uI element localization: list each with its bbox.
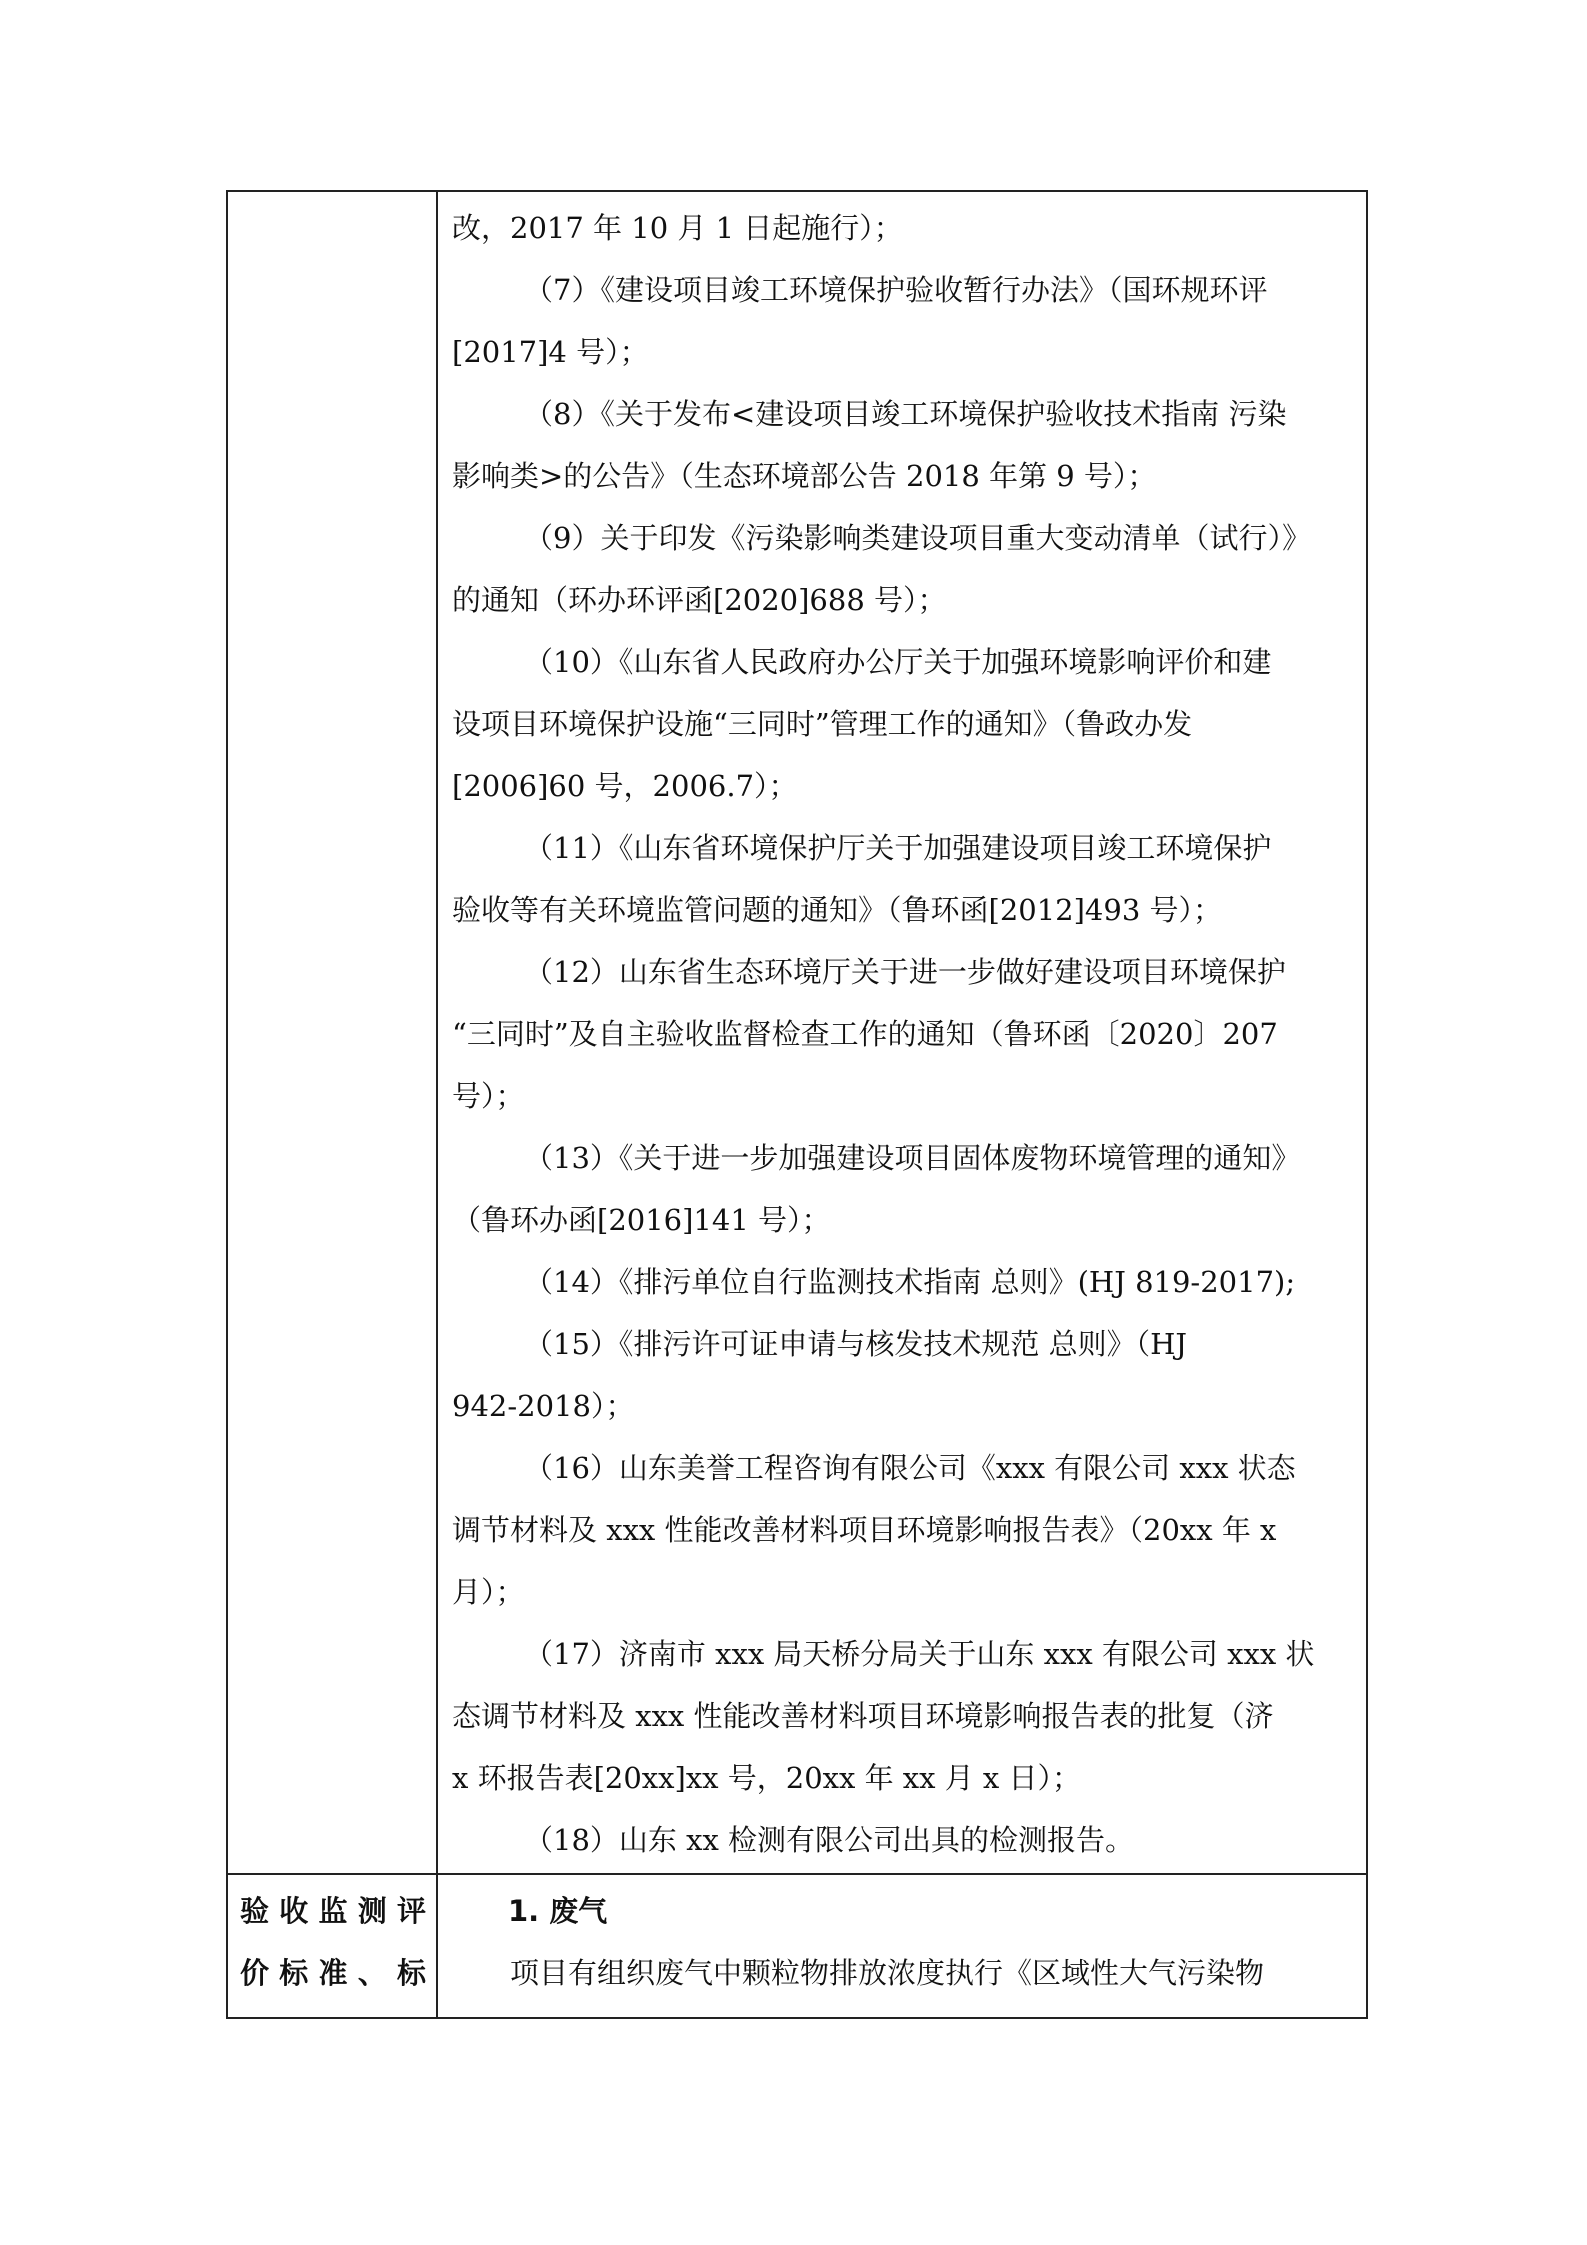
basis-line: （10）《山东省人民政府办公厅关于加强环境影响评价和建 [524, 645, 1272, 679]
basis-line: 验收等有关环境监管问题的通知》（鲁环函[2012]493 号）； [452, 893, 1223, 927]
standard-body-line: 项目有组织废气中颗粒物排放浓度执行《区域性大气污染物 [510, 1956, 1265, 1990]
basis-line: （15）《排污许可证申请与核发技术规范 总则》（HJ [524, 1327, 1188, 1361]
basis-line: 改，2017 年 10 月 1 日起施行）； [452, 211, 903, 245]
document-table [226, 190, 1368, 2019]
standard-label-line: 验收监测评 [240, 1894, 426, 1928]
basis-line: x 环报告表[20xx]xx 号，20xx 年 xx 月 x 日）； [452, 1761, 1082, 1795]
basis-line: （7）《建设项目竣工环境保护验收暂行办法》（国环规环评 [524, 273, 1268, 307]
basis-line: 设项目环境保护设施“三同时”管理工作的通知》（鲁政办发 [452, 707, 1193, 741]
standard-label-cell [228, 1875, 438, 2017]
basis-line: 影响类>的公告》（生态环境部公告 2018 年第 9 号）； [452, 459, 1157, 493]
basis-line: （12）山东省生态环境厅关于进一步做好建设项目环境保护 [524, 955, 1286, 989]
basis-line: [2006]60 号，2006.7）； [452, 769, 798, 803]
basis-line: 的通知（环办环评函[2020]688 号）； [452, 583, 947, 617]
basis-line: （8）《关于发布<建设项目竣工环境保护验收技术指南 污染 [524, 397, 1287, 431]
basis-line: （9）关于印发《污染影响类建设项目重大变动清单（试行）》 [524, 521, 1311, 555]
basis-line: （13）《关于进一步加强建设项目固体废物环境管理的通知》 [524, 1141, 1301, 1175]
basis-line: 月）； [452, 1575, 525, 1609]
basis-row [228, 192, 1366, 1875]
basis-label-cell [228, 192, 438, 1873]
basis-line: （11）《山东省环境保护厅关于加强建设项目竣工环境保护 [524, 831, 1272, 865]
standard-content-cell [438, 1875, 1366, 2017]
basis-line: “三同时”及自主验收监督检查工作的通知（鲁环函〔2020〕207 [452, 1017, 1278, 1051]
basis-line: （18）山东 xx 检测有限公司出具的检测报告。 [524, 1823, 1135, 1857]
basis-line: （鲁环办函[2016]141 号）； [452, 1203, 831, 1237]
basis-line: （16）山东美誉工程咨询有限公司《xxx 有限公司 xxx 状态 [524, 1451, 1296, 1485]
basis-content-cell [438, 192, 1366, 1873]
basis-line: （14）《排污单位自行监测技术指南 总则》(HJ 819-2017); [524, 1265, 1296, 1299]
basis-line: （17）济南市 xxx 局天桥分局关于山东 xxx 有限公司 xxx 状 [524, 1637, 1315, 1671]
basis-line: 调节材料及 xxx 性能改善材料项目环境影响报告表》（20xx 年 x [452, 1513, 1277, 1547]
basis-line: 942-2018）； [452, 1389, 635, 1423]
basis-line: 号）； [452, 1079, 525, 1113]
basis-line: 态调节材料及 xxx 性能改善材料项目环境影响报告表的批复（济 [452, 1699, 1274, 1733]
basis-line: [2017]4 号）； [452, 335, 649, 369]
standard-label-line: 价标准、标 [240, 1956, 426, 1990]
section-heading: 1. 废气 [508, 1894, 608, 1928]
standard-row [228, 1875, 1366, 2017]
